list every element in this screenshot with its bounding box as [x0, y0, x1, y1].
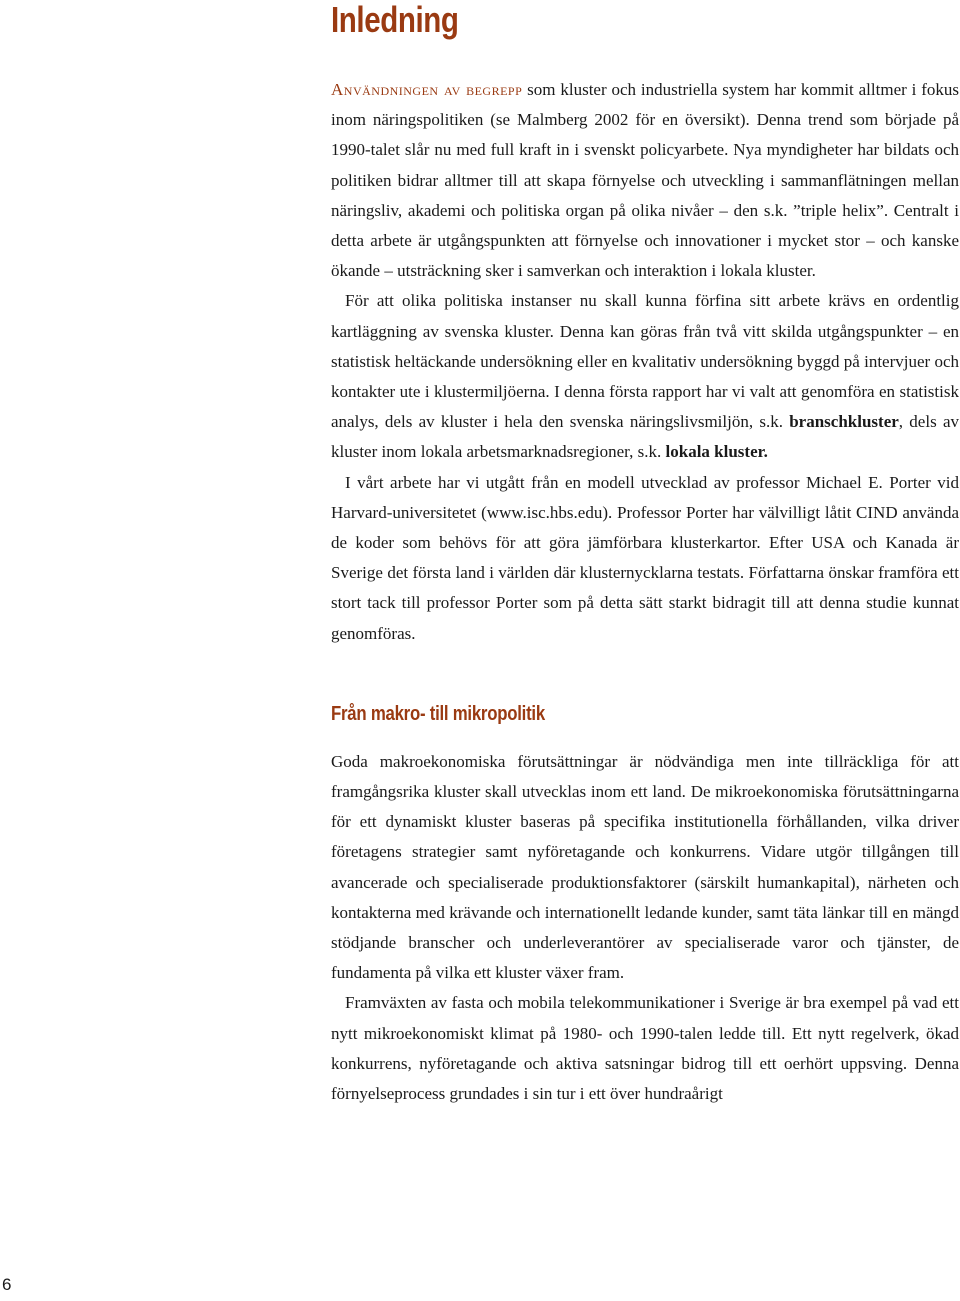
mapping-text-c: , dels av kluster inom lokala arbetsmarknadsregioner, s.k. [331, 412, 959, 462]
mapping-paragraph [331, 286, 959, 467]
section-heading: Från makro- till mikropolitik [331, 702, 545, 725]
page-title: Inledning [331, 0, 459, 40]
mapping-text-a: För att olika politiska instanser nu skall kunna förfina sitt arbete krävs en ordentlig kartläggning av svenska kluster. Denna kan göras från två vitt skilda utgångspunkter – en statistisk heltäckande undersökning eller en kvalitativ undersökning byggd på intervjuer och kontakter ute i klustermiljöerna. I denna första rapport har vi valt att genomföra en statistisk analys, dels av kluster i hela den svenska näringslivsmiljön, s.k. [331, 291, 959, 432]
term-branschkluster: branschkluster [789, 412, 899, 432]
intro-text: som kluster och industriella system har kommit alltmer i fokus inom näringspolitiken (se Malmberg 2002 för en översikt). Denna trend som började på 1990-talet slår nu med full kraft in i svenskt policyarbete. Nya myndigheter har bildats och politiken bidrar alltmer till att skapa förnyelse och utveckling i sammanflätningen mellan näringsliv, akademi och politiska organ på olika nivåer – den s.k. ”triple helix”. Centralt i detta arbete är utgångspunkten att förnyelse och innovationer i mycket stor – och kanske ökande – utsträckning sker i samverkan och interaktion i lokala kluster. [331, 80, 959, 281]
lead-in-smallcaps: Användningen av begrepp [331, 80, 523, 99]
mapping-text-end: . [763, 442, 768, 462]
porter-paragraph: I vårt arbete har vi utgått från en modell utvecklad av professor Michael E. Porter vid Harvard-universitetet (www.isc.hbs.edu). Professor Porter har välvilligt låtit CIND använda de koder som behövs för att göra jämförbara klusterkartor. Efter USA och Kanada är Sverige det första land i världen där klusternycklarna testats. Författarna önskar framföra ett stort tack till professor Porter som på detta sätt starkt bidragit till att denna studie kunnat genomföras. [331, 472, 959, 643]
macro-paragraph: Goda makroekonomiska förutsättningar är nödvändiga men inte tillräckliga för att framgångsrika kluster skall utvecklas inom ett land. De mikroekonomiska förutsättningarna för ett dynamiskt kluster baseras på specifika institutionella förhållanden, vilka driver företagens strategier samt nyföretagande och konkurrens. Vidare utgör tillgången till avancerade och specialiserade produktionsfaktorer (särskilt humankapital), närheten och kontakterna med krävande och internationellt ledande kunder, samt täta länkar till en mängd stödjande branscher och underleverantörer av specialiserade varor och tjänster, de fundamenta på vilka ett kluster växer fram. [331, 751, 959, 983]
page-number: 6 [2, 1275, 12, 1294]
term-lokala-kluster: lokala kluster [665, 442, 764, 462]
telecom-paragraph: Framväxten av fasta och mobila telekommunikationer i Sverige är bra exempel på vad ett nytt mikroekonomiskt klimat på 1980- och 1990-talen ledde till. Ett nytt regelverk, ökad konkurrens, nyföretagande och aktiva satsningar bidrog till ett oerhört uppsving. Denna förnyelseprocess grundades i sin tur i ett över hundraårigt [331, 993, 959, 1104]
intro-paragraph [331, 75, 959, 286]
page-content [331, 0, 959, 1109]
